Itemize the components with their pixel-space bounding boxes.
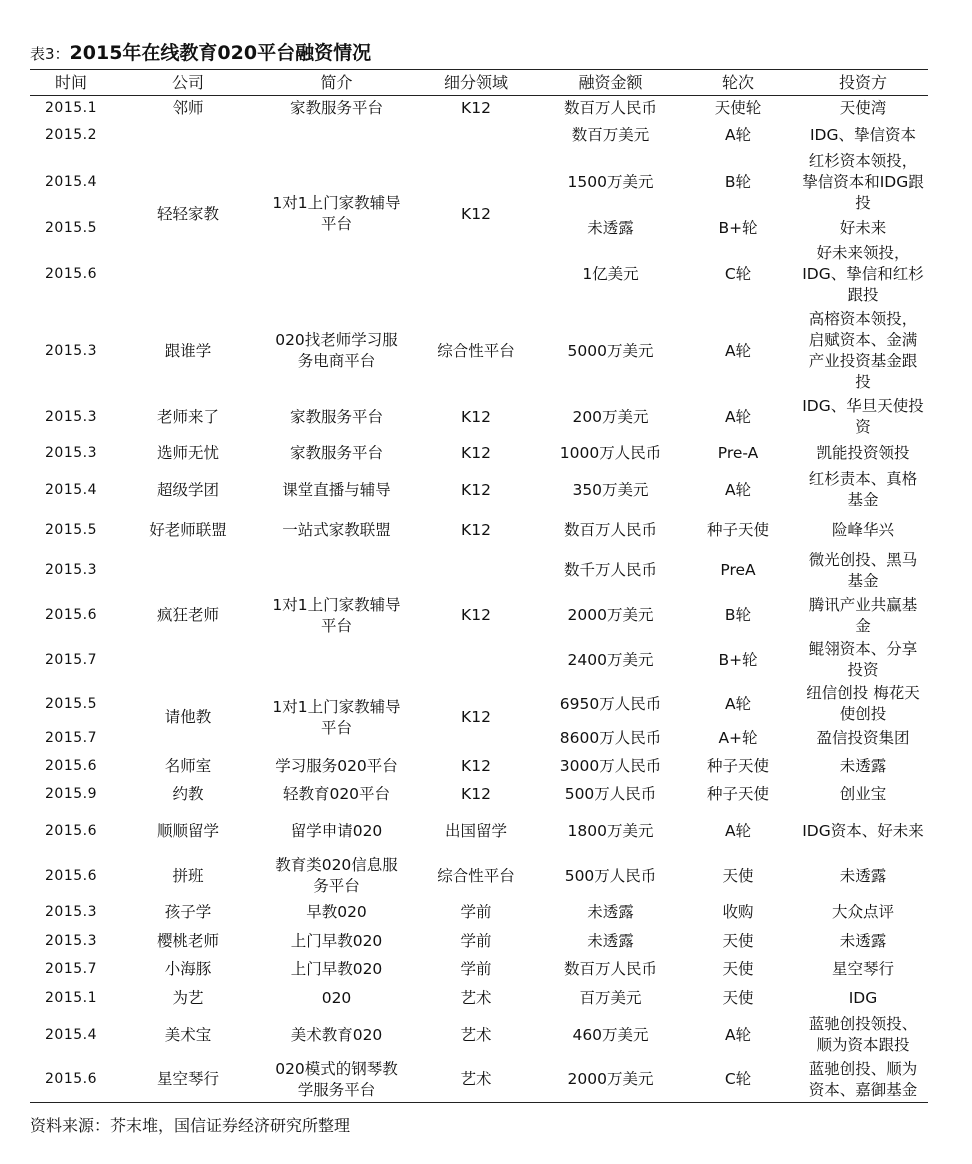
cell-date: 2015.2	[45, 126, 97, 143]
cell-amount: 1亿美元	[582, 264, 639, 283]
cell-intro: 020模式的钢琴教学服务平台	[264, 1058, 409, 1103]
table-row	[30, 683, 928, 726]
cell-amount: 1000万人民币	[559, 444, 662, 463]
cell-field: K12	[461, 606, 491, 625]
cell-intro: 美术教育020	[290, 1025, 383, 1044]
cell-round: B+轮	[718, 219, 758, 238]
cell-intro: 上门早教020	[290, 931, 383, 950]
cell-investor: 好未来领投，IDG、挚信和红杉跟投	[802, 243, 924, 304]
cell-amount: 未透露	[587, 903, 634, 922]
cell-intro: 留学申请020	[290, 822, 383, 840]
cell-date: 2015.6	[45, 823, 97, 839]
cell-field: 学前	[460, 931, 492, 950]
table-row	[30, 927, 928, 956]
table-row	[30, 96, 928, 122]
table-row	[30, 122, 928, 148]
cell-round: A轮	[724, 341, 752, 360]
cell-date: 2015.1	[45, 989, 97, 1006]
cell-company: 星空琴行	[112, 1058, 264, 1103]
cell-date: 2015.6	[45, 265, 97, 282]
cell-field: 艺术	[460, 988, 492, 1007]
cell-round: B轮	[724, 606, 752, 625]
cell-date: 2015.4	[45, 1026, 97, 1043]
cell-amount: 数百万人民币	[563, 960, 657, 979]
cell-company: 老师来了	[156, 407, 219, 426]
cell-investor: 未透露	[839, 866, 887, 885]
cell-investor: 天使湾	[839, 99, 887, 118]
caption-text: 2015年在线教育020平台融资情况	[69, 42, 372, 64]
cell-field: 出国留学	[444, 822, 507, 840]
table-row	[30, 752, 928, 781]
cell-date: 2015.7	[45, 651, 97, 668]
cell-field: K12	[461, 785, 491, 804]
table-row	[30, 396, 928, 439]
cell-investor: 鲲翎资本、分享投资	[808, 640, 918, 680]
cell-investor: IDG、挚信资本	[809, 125, 917, 144]
header-intro: 简介	[264, 70, 409, 96]
cell-amount: 3000万人民币	[559, 756, 662, 775]
cell-round: 收购	[722, 903, 754, 922]
cell-amount: 6950万人民币	[559, 694, 662, 713]
cell-date: 2015.6	[45, 757, 97, 774]
header-amount: 融资金额	[543, 70, 678, 96]
cell-field: K12	[461, 708, 491, 726]
cell-date: 2015.3	[45, 408, 97, 425]
table-row	[30, 512, 928, 549]
cell-investor: IDG资本、好未来	[802, 822, 924, 840]
cell-round: PreA	[720, 561, 756, 580]
cell-company: 拼班	[172, 866, 204, 885]
cell-field: 综合性平台	[437, 341, 515, 360]
cell-round: 种子天使	[706, 520, 769, 539]
cell-field: K12	[461, 480, 491, 499]
cell-intro: 学习服务020平台	[275, 756, 398, 775]
table-row	[30, 439, 928, 470]
cell-intro: 一站式家教联盟	[282, 520, 391, 539]
cell-round: 天使	[722, 866, 754, 885]
cell-amount: 数百万美元	[571, 125, 650, 144]
cell-field: 综合性平台	[437, 866, 515, 885]
cell-investor: 纽信创投 梅花天使创投	[806, 684, 920, 724]
cell-field: K12	[461, 407, 491, 426]
cell-round: A轮	[724, 480, 752, 499]
cell-investor: 险峰华兴	[831, 520, 894, 539]
cell-round: A轮	[724, 694, 752, 713]
table-row	[30, 984, 928, 1013]
cell-company: 请他教	[164, 708, 212, 726]
cell-date: 2015.3	[45, 342, 97, 359]
cell-date: 2015.7	[45, 961, 97, 978]
cell-investor: IDG、华旦天使投资	[802, 397, 924, 437]
cell-amount: 数千万人民币	[563, 561, 657, 580]
cell-intro: 家教服务平台	[289, 407, 383, 426]
cell-date: 2015.7	[45, 730, 97, 747]
cell-amount: 1800万美元	[567, 822, 654, 840]
caption-label: 表3：	[30, 45, 70, 63]
cell-round: A+轮	[718, 729, 758, 748]
cell-intro: 课堂直播与辅导	[282, 480, 391, 499]
header-company: 公司	[112, 70, 264, 96]
cell-investor: 盈信投资集团	[816, 729, 910, 748]
cell-investor: 创业宝	[839, 785, 887, 804]
cell-investor: 蓝驰创投领投、顺为资本跟投	[808, 1015, 918, 1055]
cell-investor: 好未来	[839, 219, 887, 238]
cell-field: 学前	[460, 903, 492, 922]
cell-company: 好老师联盟	[149, 520, 227, 539]
cell-date: 2015.6	[45, 867, 97, 884]
cell-round: 天使	[722, 960, 754, 979]
cell-intro: 020	[321, 988, 352, 1007]
cell-investor: 高榕资本领投，启赋资本、金满产业投资基金跟投	[808, 310, 918, 392]
cell-investor: 凯能投资领投	[816, 444, 910, 463]
cell-date: 2015.4	[45, 481, 97, 498]
cell-round: 种子天使	[706, 756, 769, 775]
cell-company: 孩子学	[164, 903, 212, 922]
cell-intro: 早教020	[306, 903, 367, 922]
cell-round: B+轮	[718, 650, 758, 669]
header-investor: 投资方	[798, 70, 928, 96]
cell-round: 天使	[722, 931, 754, 950]
cell-date: 2015.3	[45, 562, 97, 579]
cell-company: 邻师	[172, 99, 204, 118]
cell-amount: 未透露	[587, 931, 634, 950]
table-row	[30, 781, 928, 810]
cell-company: 名师室	[164, 756, 212, 775]
cell-round: C轮	[678, 1058, 798, 1103]
cell-round: B轮	[724, 172, 752, 191]
cell-date: 2015.4	[45, 173, 97, 190]
cell-investor: 红杉责本、真格基金	[808, 470, 918, 510]
cell-field: K12	[461, 99, 491, 118]
table-row	[30, 1013, 928, 1058]
cell-company: 轻轻家教	[156, 204, 219, 223]
cell-round: Pre-A	[717, 444, 759, 463]
cell-field: K12	[461, 444, 491, 463]
cell-company: 顺顺留学	[156, 822, 219, 840]
cell-amount: 460万美元	[572, 1025, 649, 1044]
cell-intro: 1对1上门家教辅导平台	[272, 595, 401, 635]
cell-intro: 教育类020信息服务平台	[275, 856, 398, 896]
cell-investor: 腾讯产业共赢基金	[808, 595, 918, 635]
cell-date: 2015.9	[45, 786, 97, 803]
cell-intro: 1对1上门家教辅导平台	[272, 697, 401, 737]
cell-intro: 上门早教020	[290, 960, 383, 979]
cell-intro: 家教服务平台	[289, 99, 383, 118]
header-round: 轮次	[678, 70, 798, 96]
cell-investor: 星空琴行	[831, 960, 894, 979]
cell-field: K12	[461, 756, 491, 775]
table-row	[30, 809, 928, 854]
header-field: 细分领域	[409, 70, 543, 96]
cell-amount: 数百万人民币	[563, 99, 657, 118]
cell-amount: 数百万人民币	[563, 520, 657, 539]
cell-amount: 500万人民币	[564, 785, 657, 804]
cell-company: 疯狂老师	[156, 606, 219, 625]
cell-amount: 5000万美元	[567, 341, 654, 360]
cell-amount: 2000万美元	[567, 606, 654, 625]
source-note: 资料来源：芥末堆，国信证券经济研究所整理	[30, 1116, 351, 1135]
cell-amount: 200万美元	[572, 407, 649, 426]
cell-company: 樱桃老师	[156, 931, 219, 950]
table-row	[30, 306, 928, 396]
cell-intro: 020找老师学习服务电商平台	[275, 331, 398, 371]
cell-investor: 大众点评	[831, 903, 894, 922]
table-row	[30, 469, 928, 512]
cell-amount: 未透露	[587, 219, 634, 238]
cell-intro: 家教服务平台	[289, 444, 383, 463]
cell-round: A轮	[724, 1025, 752, 1044]
cell-investor: 未透露	[839, 756, 887, 775]
cell-date: 2015.3	[45, 932, 97, 949]
table-row	[30, 549, 928, 594]
cell-investor: 微光创投、黑马基金	[808, 550, 918, 590]
cell-date: 2015.5	[45, 521, 97, 538]
financing-table	[30, 69, 928, 1103]
cell-company: 美术宝	[164, 1025, 212, 1044]
cell-date: 2015.5	[45, 220, 97, 237]
cell-amount: 500万人民币	[564, 866, 657, 885]
cell-field: 艺术	[460, 1025, 492, 1044]
cell-company: 选师无忧	[156, 444, 219, 463]
cell-company: 跟谁学	[164, 341, 212, 360]
cell-round: A轮	[724, 822, 752, 840]
cell-field: K12	[461, 520, 491, 539]
cell-investor: 蓝驰创投、顺为资本、嘉御基金	[798, 1058, 928, 1103]
table-row	[30, 899, 928, 928]
cell-field: K12	[461, 204, 491, 223]
cell-investor: 未透露	[839, 931, 887, 950]
cell-amount: 350万美元	[572, 480, 649, 499]
cell-date: 2015.1	[45, 100, 97, 117]
cell-amount: 百万美元	[579, 988, 642, 1007]
table-row	[30, 854, 928, 899]
cell-investor: 红杉资本领投，挚信资本和IDG跟投	[802, 151, 924, 212]
cell-amount: 1500万美元	[567, 172, 654, 191]
cell-date: 2015.6	[45, 607, 97, 624]
cell-company: 小海豚	[164, 960, 212, 979]
cell-company: 为艺	[172, 988, 204, 1007]
cell-amount: 2000万美元	[543, 1058, 678, 1103]
cell-round: C轮	[724, 264, 752, 283]
table-header-row	[30, 70, 928, 96]
table-caption	[30, 38, 371, 65]
cell-date: 2015.5	[45, 695, 97, 712]
cell-amount: 2400万美元	[567, 650, 654, 669]
cell-date: 2015.6	[30, 1058, 112, 1103]
cell-round: 天使轮	[714, 99, 762, 118]
cell-investor: IDG	[848, 988, 878, 1007]
cell-field: 艺术	[409, 1058, 543, 1103]
table-row	[30, 956, 928, 985]
cell-round: 天使	[722, 988, 754, 1007]
header-date: 时间	[30, 70, 112, 96]
cell-company: 约教	[172, 785, 204, 804]
cell-field: 学前	[460, 960, 492, 979]
cell-amount: 8600万人民币	[559, 729, 662, 748]
cell-date: 2015.3	[45, 904, 97, 921]
cell-intro: 轻教育020平台	[282, 785, 391, 804]
cell-date: 2015.3	[45, 445, 97, 462]
table-row	[30, 1058, 928, 1103]
cell-intro: 1对1上门家教辅导平台	[272, 194, 401, 234]
cell-round: A轮	[724, 125, 752, 144]
table-body	[30, 96, 928, 1103]
cell-round: A轮	[724, 407, 752, 426]
cell-company: 超级学团	[156, 480, 219, 499]
cell-round: 种子天使	[706, 785, 769, 804]
